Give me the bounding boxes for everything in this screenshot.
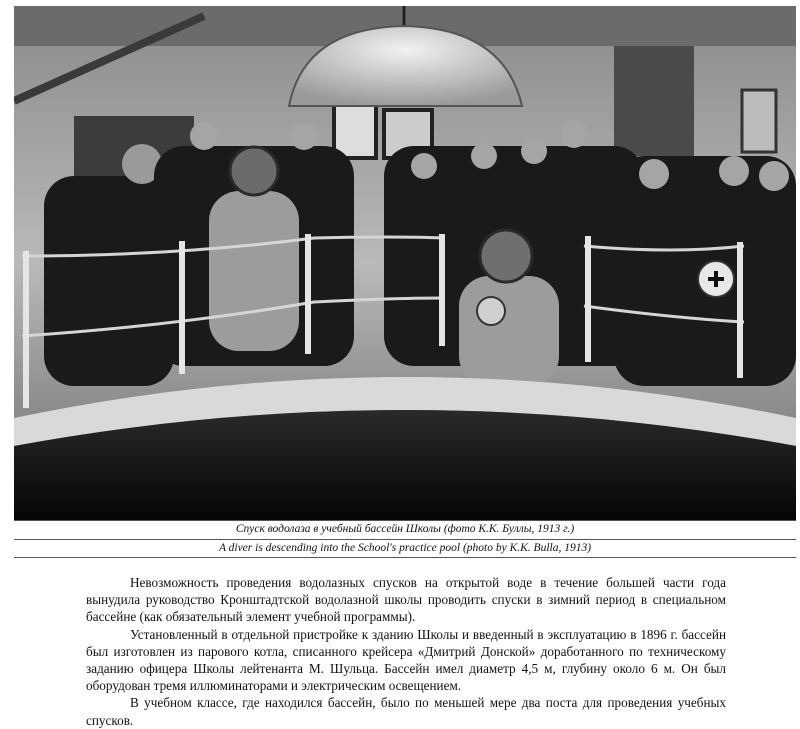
caption-english: A diver is descending into the School's practice pool (photo by K.K. Bulla, 1913) [218,542,592,554]
paragraph-3: В учебном классе, где находился бассейн, было по меньшей мере два поста для проведения учебных спусков. [86,695,726,728]
caption-rule-top [14,520,796,521]
paragraph-2: Установленный в отдельной пристройке к зданию Школы и введенный в эксплуатацию в 1896 г. бассейн был изготовлен из парового котла, списанного крейсера «Дмитрий Донской» доработанного по техническому заданию офицера Школы лейтенанта М. Шульца. Бассейн имел диаметр 4,5 м, глубину около 6 м. Он был оборудован тремя иллюминаторами и электрическим освещением. [86,626,726,694]
caption-rule-middle [14,539,796,540]
boiler [614,46,694,156]
body-text [86,574,726,729]
photo-illustration [14,6,796,520]
caption-russian: Спуск водолаза в учебный бассейн Школы (фото К.К. Буллы, 1913 г.) [235,523,575,535]
archival-photo [14,6,796,520]
caption-rule-bottom [14,557,796,558]
wall-frame [334,104,376,158]
wall-frame [742,90,776,152]
paragraph-1: Невозможность проведения водолазных спусков на открытой воде в течение большей части года вынудила руководство Кронштадтской водолазной школы проводить спуски в зимний период в специальном бассейне (как обязательный элемент учебной программы). [86,575,726,625]
